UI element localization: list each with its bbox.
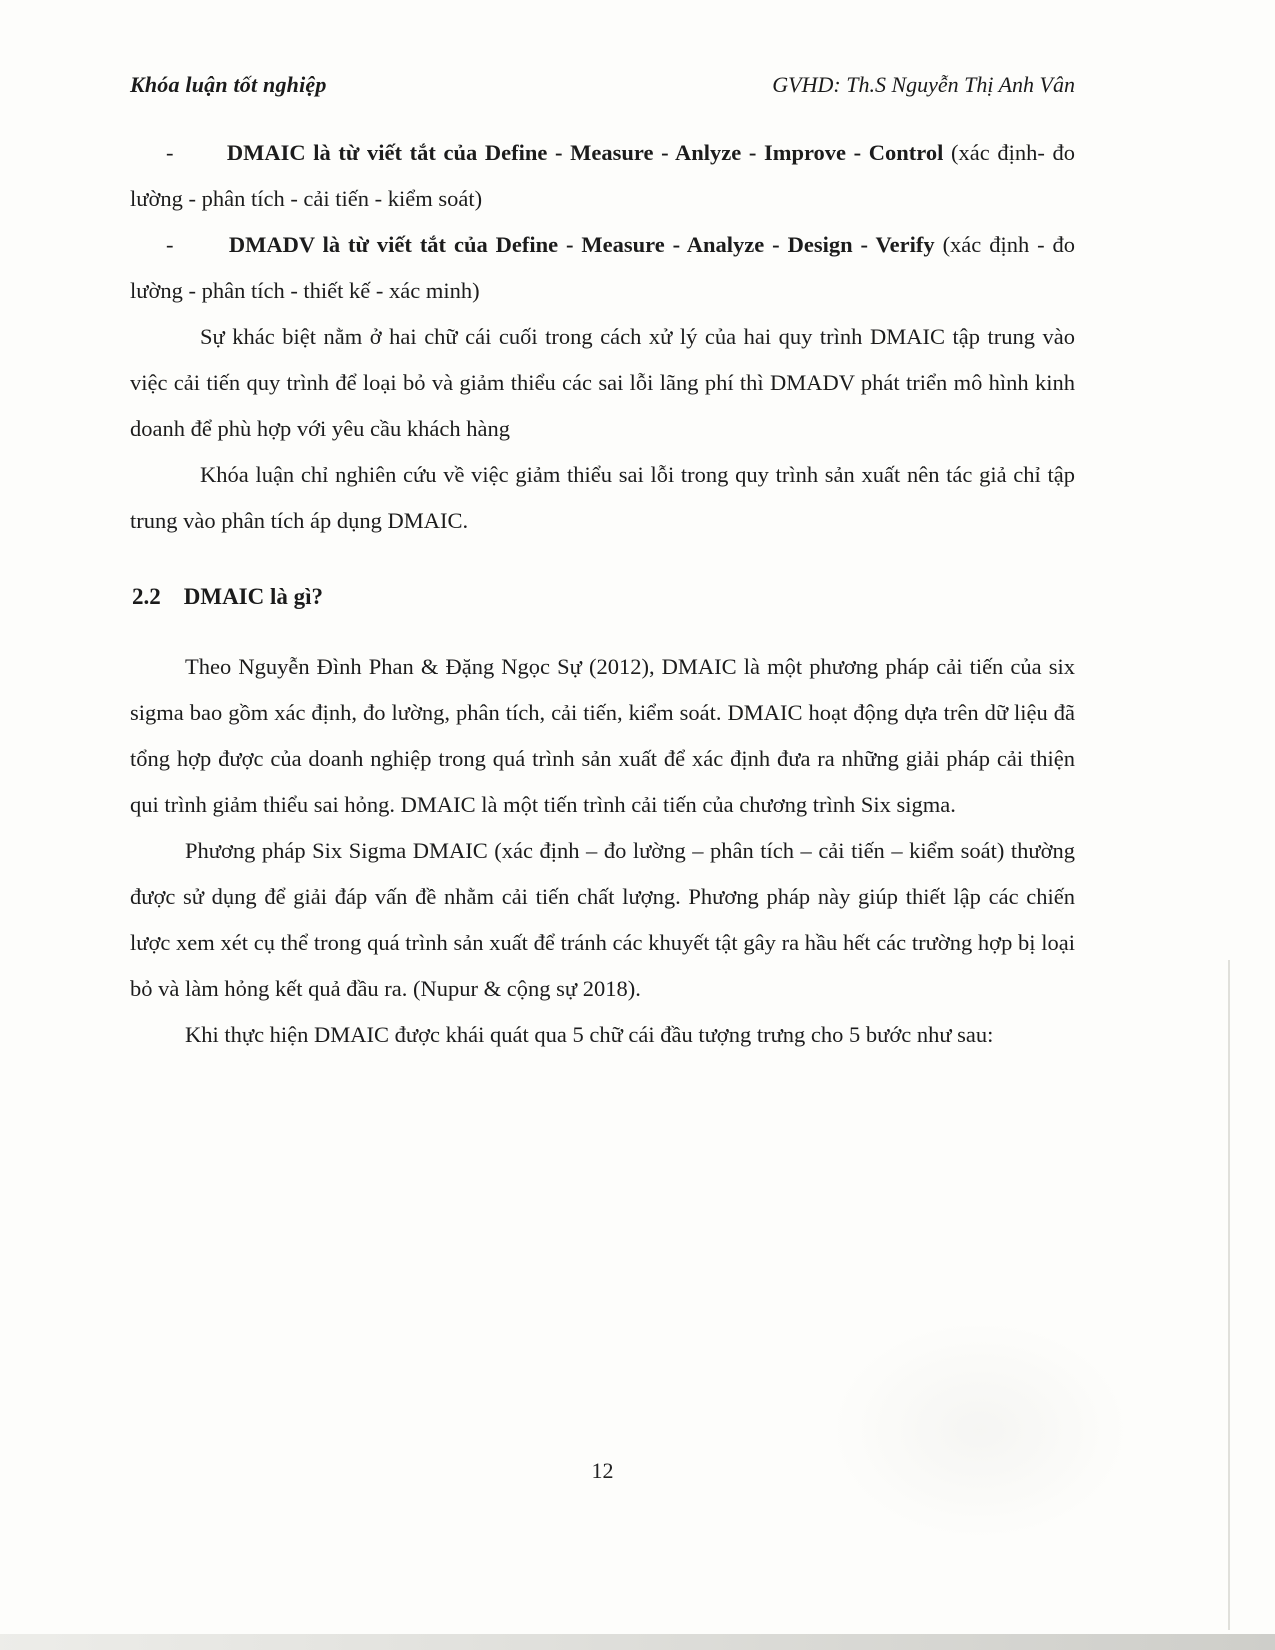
text-segment <box>174 232 229 257</box>
bullet-dmaic-definition <box>130 130 1075 222</box>
header-thesis-title: Khóa luận tốt nghiệp <box>130 72 327 97</box>
para-difference <box>130 314 1075 452</box>
text-segment: Phương pháp Six Sigma DMAIC (xác định – đo lường – phân tích – cải tiến – kiểm soát) thường được sử dụng để giải đáp vấn đề nhằm cải tiến chất lượng. Phương pháp này giúp thiết lập các chiến lược xem xét cụ thể trong quá trình sản xuất để tránh các khuyết tật gây ra hầu hết các trường hợp bị loại bỏ và làm hỏng kết quả đầu ra. (Nupur & cộng sự 2018). <box>130 838 1075 1001</box>
text-segment: 2.2 <box>132 584 161 609</box>
text-segment: Khóa luận chỉ nghiên cứu về việc giảm thiểu sai lỗi trong quy trình sản xuất nên tác giả chỉ tập trung vào phân tích áp dụng DMAIC. <box>130 462 1075 533</box>
scan-smudge-artifact <box>830 1320 1130 1540</box>
scan-bottom-edge-artifact <box>0 1634 1275 1650</box>
text-segment: - <box>166 140 174 165</box>
para-five-steps-intro <box>130 1012 1075 1058</box>
text-segment: DMADV là từ viết tắt của Define - Measure - Analyze - Design - Verify <box>228 232 935 257</box>
header-supervisor: GVHD: Th.S Nguyễn Thị Anh Vân <box>772 72 1075 97</box>
text-segment: Khi thực hiện DMAIC được khái quát qua 5 chữ cái đầu tượng trưng cho 5 bước như sau: <box>185 1022 994 1047</box>
text-segment: (xác định- đo lường - phân tích - cải tiến - kiểm soát) <box>130 140 1075 211</box>
text-segment: DMAIC là từ viết tắt của Define - Measure - Anlyze - Improve - Control <box>226 140 944 165</box>
section-heading-2-2 <box>130 574 1075 620</box>
scan-edge-line-artifact <box>1228 960 1230 1630</box>
bullet-dmadv-definition <box>130 222 1075 314</box>
page-number: 12 <box>591 1458 614 1483</box>
para-thesis-scope <box>130 452 1075 544</box>
text-segment: Sự khác biệt nằm ở hai chữ cái cuối trong cách xử lý của hai quy trình DMAIC tập trung vào việc cải tiến quy trình để loại bỏ và giảm thiểu các sai lỗi lãng phí thì DMADV phát triển mô hình kinh doanh để phù hợp với yêu cầu khách hàng <box>130 324 1075 441</box>
text-segment: (xác định - đo lường - phân tích - thiết kế - xác minh) <box>130 232 1076 303</box>
page-header <box>130 72 1075 98</box>
text-segment: Theo Nguyễn Đình Phan & Đặng Ngọc Sự (2012), DMAIC là một phương pháp cải tiến của six sigma bao gồm xác định, đo lường, phân tích, cải tiến, kiểm soát. DMAIC hoạt động dựa trên dữ liệu đã tổng hợp được của doanh nghiệp trong quá trình sản xuất để xác định đưa ra những giải pháp cải thiện qui trình giảm thiểu sai hỏng. DMAIC là một tiến trình cải tiến của chương trình Six sigma. <box>130 654 1075 817</box>
text-segment: - <box>166 232 174 257</box>
text-segment: DMAIC là gì? <box>183 584 324 609</box>
text-segment <box>161 584 184 609</box>
text-segment <box>174 140 227 165</box>
para-dmaic-theory <box>130 644 1075 828</box>
para-six-sigma-method <box>130 828 1075 1012</box>
document-body <box>130 130 1075 1058</box>
